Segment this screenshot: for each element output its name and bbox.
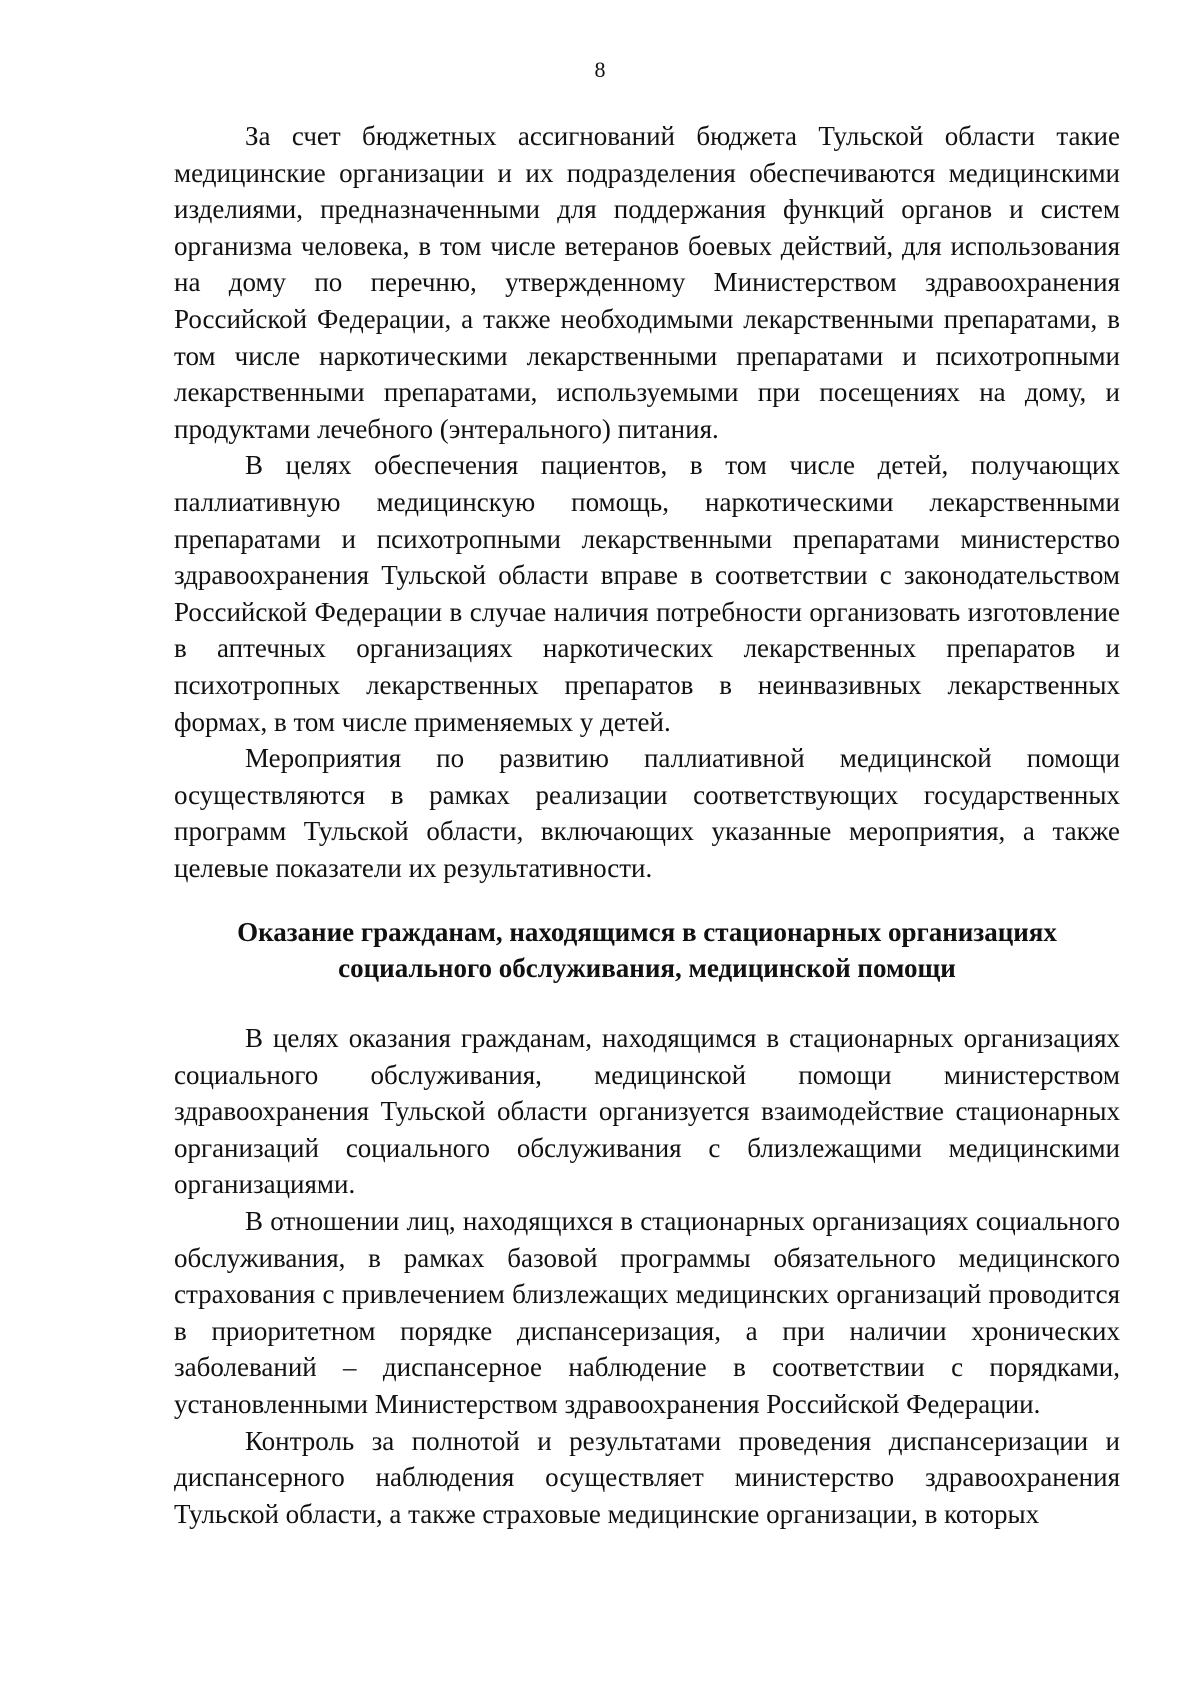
paragraph: В целях обеспечения пациентов, в том числе детей, получающих паллиативную медицинскую помощь, наркотическими лекарственными препаратами и психотропными лекарственными препаратами министерство здравоохранения Тульской области вправе в соответствии с законодательством Российской Федерации в случае наличия потребности организовать изготовление в аптечных организациях наркотических лекарственных препаратов и психотропных лекарственных препаратов в неинвазивных лекарственных формах, в том числе применяемых у детей. [174,450,1120,737]
section-heading-line: социального обслуживания, медицинской помощи [338,953,956,983]
paragraph: За счет бюджетных ассигнований бюджета Тульской области такие медицинские организации и их подразделения обеспечиваются медицинскими изделиями, предназначенными для поддержания функций органов и систем организма человека, в том числе ветеранов боевых действий, для использования на дому по перечню, утвержденному Министерством здравоохранения Российской Федерации, а также необходимыми лекарственными препаратами, в том числе наркотическими лекарственными препаратами и психотропными лекарственными препаратами, используемыми при посещениях на дому, и продуктами лечебного (энтерального) питания. [174,121,1120,444]
section-1-text [174,118,1120,886]
paragraph: В отношении лиц, находящихся в стационарных организациях социального обслуживания, в рамках базовой программы обязательного медицинского страхования с привлечением близлежащих медицинских организаций проводится в приоритетном порядке диспансеризация, а при наличии хронических заболеваний – диспансерное наблюдение в соответствии с порядками, установленными Министерством здравоохранения Российской Федерации. [174,1205,1120,1419]
paragraph: Контроль за полнотой и результатами проведения диспансеризации и диспансерного наблюдения осуществляет министерство здравоохранения Тульской области, а также страховые медицинские организации, в которых [174,1425,1120,1529]
section-heading [174,914,1120,986]
paragraph: В целях оказания гражданам, находящимся в стационарных организациях социального обслуживания, медицинской помощи министерством здравоохранения Тульской области организуется взаимодействие стационарных организаций социального обслуживания с близлежащими медицинскими организациями. [174,1023,1120,1200]
section-2-text [174,1020,1120,1532]
paragraph: Мероприятия по развитию паллиативной медицинской помощи осуществляются в рамках реализации соответствующих государственных программ Тульской области, включающих указанные мероприятия, а также целевые показатели их результативности. [174,743,1120,883]
section-heading-line: Оказание гражданам, находящимся в стационарных организациях [237,917,1057,947]
page-number: 8 [594,57,606,82]
